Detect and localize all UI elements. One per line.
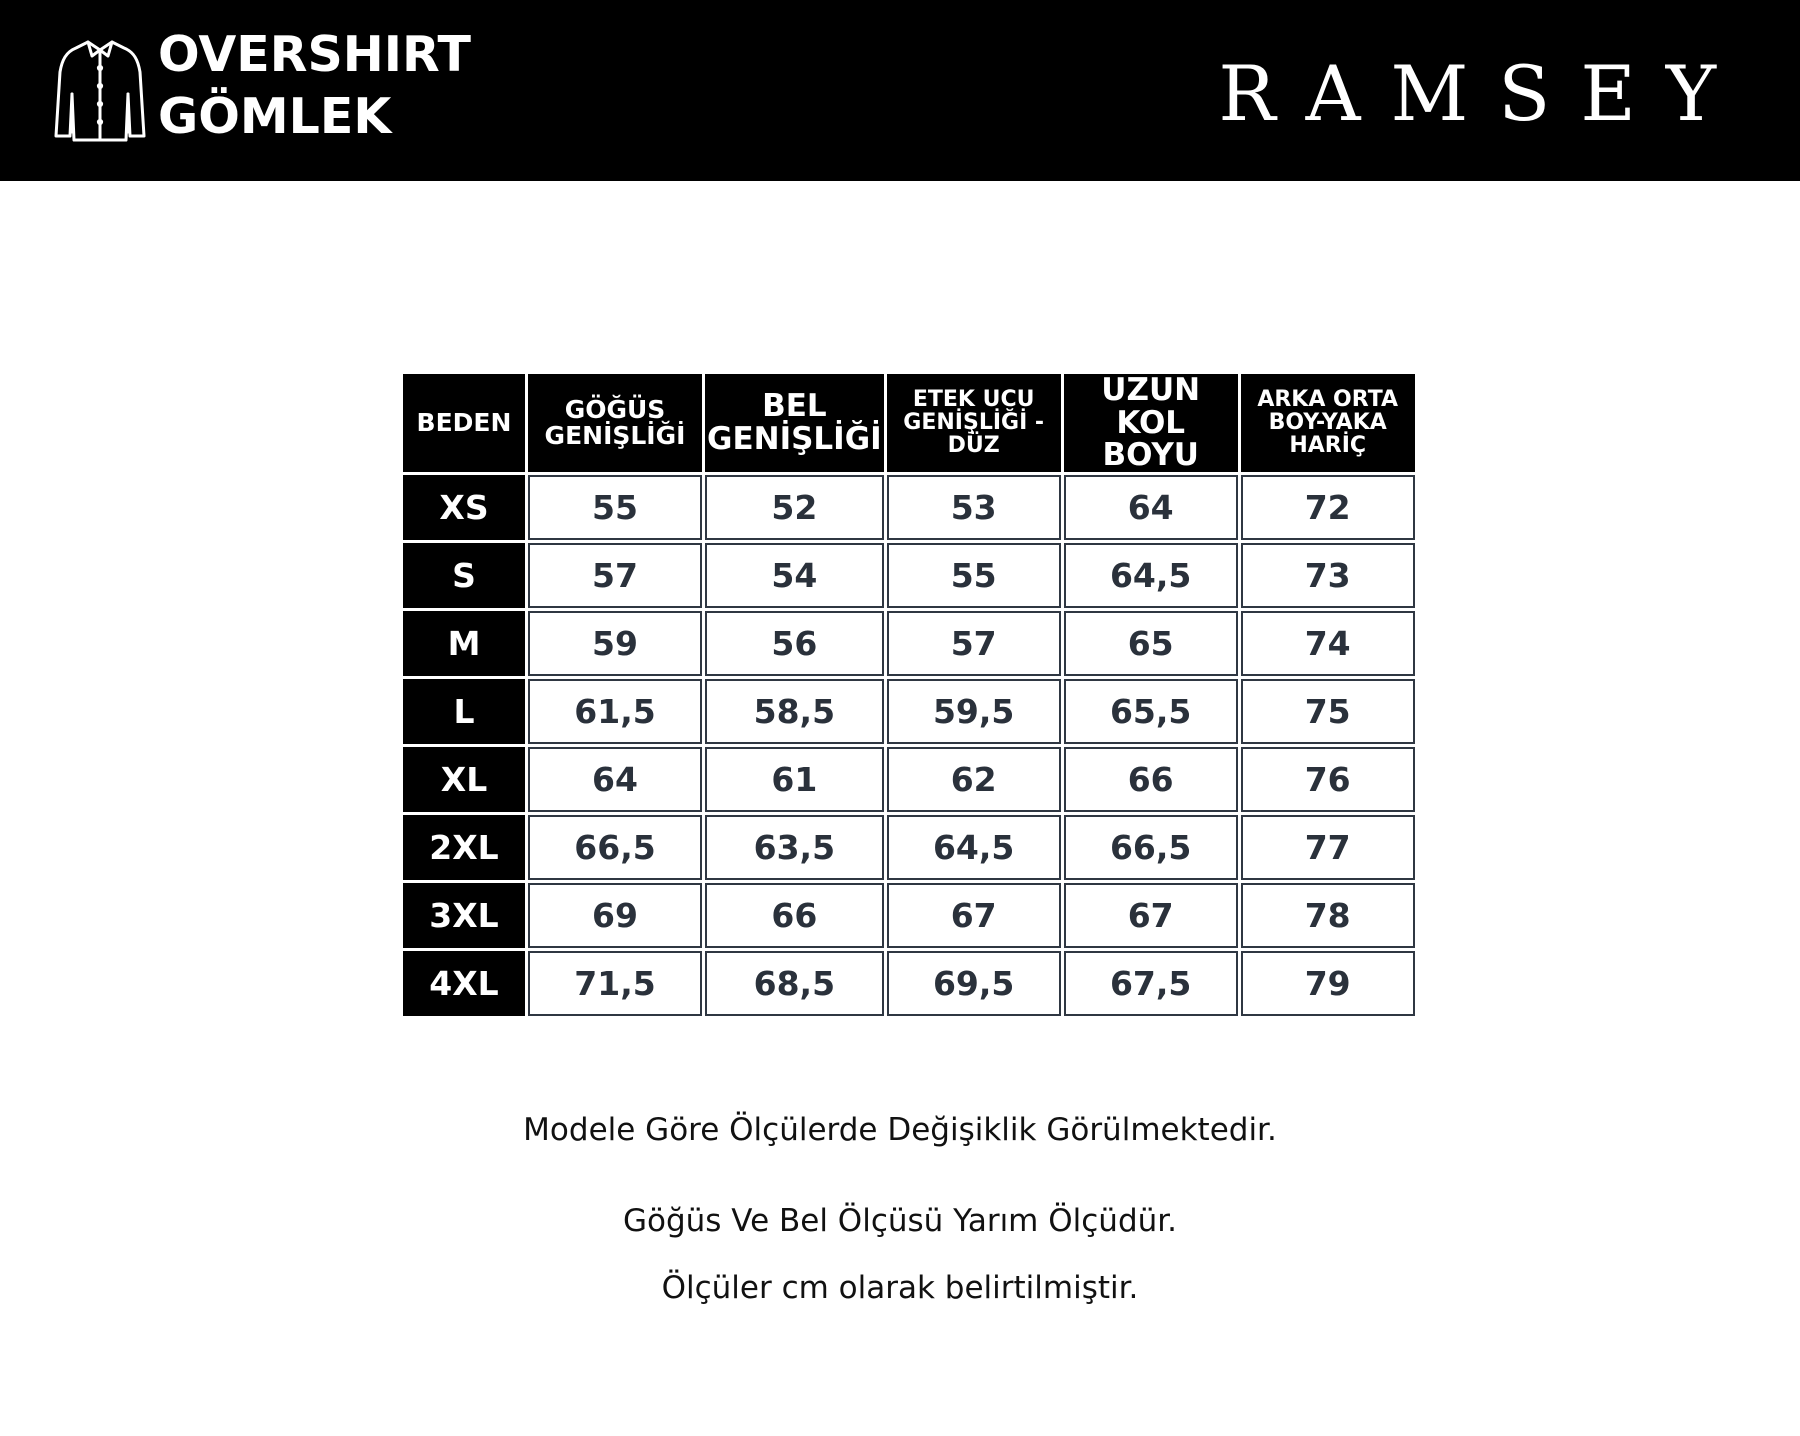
table-cell: 68,5	[705, 951, 884, 1016]
table-cell: 56	[705, 611, 884, 676]
table-row	[403, 815, 1415, 880]
table-cell: 69	[528, 883, 702, 948]
table-row	[403, 747, 1415, 812]
size-label: 2XL	[403, 815, 525, 880]
table-cell: 55	[528, 475, 702, 540]
table-cell: 52	[705, 475, 884, 540]
header-bar	[0, 0, 1800, 181]
table-cell: 71,5	[528, 951, 702, 1016]
table-cell: 64,5	[887, 815, 1061, 880]
size-label: XL	[403, 747, 525, 812]
table-cell: 66	[1064, 747, 1238, 812]
table-cell: 59,5	[887, 679, 1061, 744]
note-variation: Modele Göre Ölçülerde Değişiklik Görülmektedir.	[523, 1112, 1277, 1148]
table-cell: 57	[887, 611, 1061, 676]
table-cell: 78	[1241, 883, 1415, 948]
table-cell: 66,5	[528, 815, 702, 880]
column-header-beden: BEDEN	[403, 374, 525, 472]
table-cell: 54	[705, 543, 884, 608]
table-cell: 72	[1241, 475, 1415, 540]
size-label: L	[403, 679, 525, 744]
table-cell: 76	[1241, 747, 1415, 812]
product-title-line1: OVERSHIRT	[158, 26, 471, 83]
note-half-measure: Göğüs Ve Bel Ölçüsü Yarım Ölçüdür.	[622, 1203, 1178, 1239]
product-title	[158, 24, 471, 148]
table-cell: 61	[705, 747, 884, 812]
table-cell: 59	[528, 611, 702, 676]
table-row	[403, 543, 1415, 608]
column-header-kol: UZUN KOL BOYU	[1064, 374, 1238, 472]
size-label: 3XL	[403, 883, 525, 948]
table-cell: 61,5	[528, 679, 702, 744]
size-chart-table	[400, 371, 1418, 1019]
table-cell: 58,5	[705, 679, 884, 744]
product-title-line2: GÖMLEK	[158, 88, 392, 145]
brand-logo: RAMSEY	[1218, 49, 1746, 138]
table-cell: 67	[1064, 883, 1238, 948]
table-cell: 57	[528, 543, 702, 608]
column-header-etek: ETEK UCU GENİŞLİĞİ -DÜZ	[887, 374, 1061, 472]
table-cell: 67	[887, 883, 1061, 948]
table-cell: 55	[887, 543, 1061, 608]
table-cell: 77	[1241, 815, 1415, 880]
table-cell: 64,5	[1064, 543, 1238, 608]
table-row	[403, 951, 1415, 1016]
table-cell: 53	[887, 475, 1061, 540]
table-cell: 66,5	[1064, 815, 1238, 880]
table-cell: 74	[1241, 611, 1415, 676]
column-header-arka: ARKA ORTA BOY-YAKA HARİÇ	[1241, 374, 1415, 472]
table-cell: 62	[887, 747, 1061, 812]
table-row	[403, 611, 1415, 676]
size-label: S	[403, 543, 525, 608]
table-cell: 73	[1241, 543, 1415, 608]
table-cell: 75	[1241, 679, 1415, 744]
table-cell: 79	[1241, 951, 1415, 1016]
size-label: XS	[403, 475, 525, 540]
note-units: Ölçüler cm olarak belirtilmiştir.	[661, 1270, 1139, 1306]
table-row	[403, 475, 1415, 540]
table-cell: 65	[1064, 611, 1238, 676]
table-header-row	[403, 374, 1415, 472]
shirt-icon	[54, 36, 146, 144]
table-cell: 65,5	[1064, 679, 1238, 744]
size-label: 4XL	[403, 951, 525, 1016]
table-cell: 63,5	[705, 815, 884, 880]
table-row	[403, 883, 1415, 948]
table-cell: 69,5	[887, 951, 1061, 1016]
column-header-bel: BEL GENİŞLİĞİ	[705, 374, 884, 472]
table-cell: 67,5	[1064, 951, 1238, 1016]
size-label: M	[403, 611, 525, 676]
table-cell: 66	[705, 883, 884, 948]
table-cell: 64	[1064, 475, 1238, 540]
table-row	[403, 679, 1415, 744]
table-cell: 64	[528, 747, 702, 812]
column-header-gogus: GÖĞÜS GENİŞLİĞİ	[528, 374, 702, 472]
